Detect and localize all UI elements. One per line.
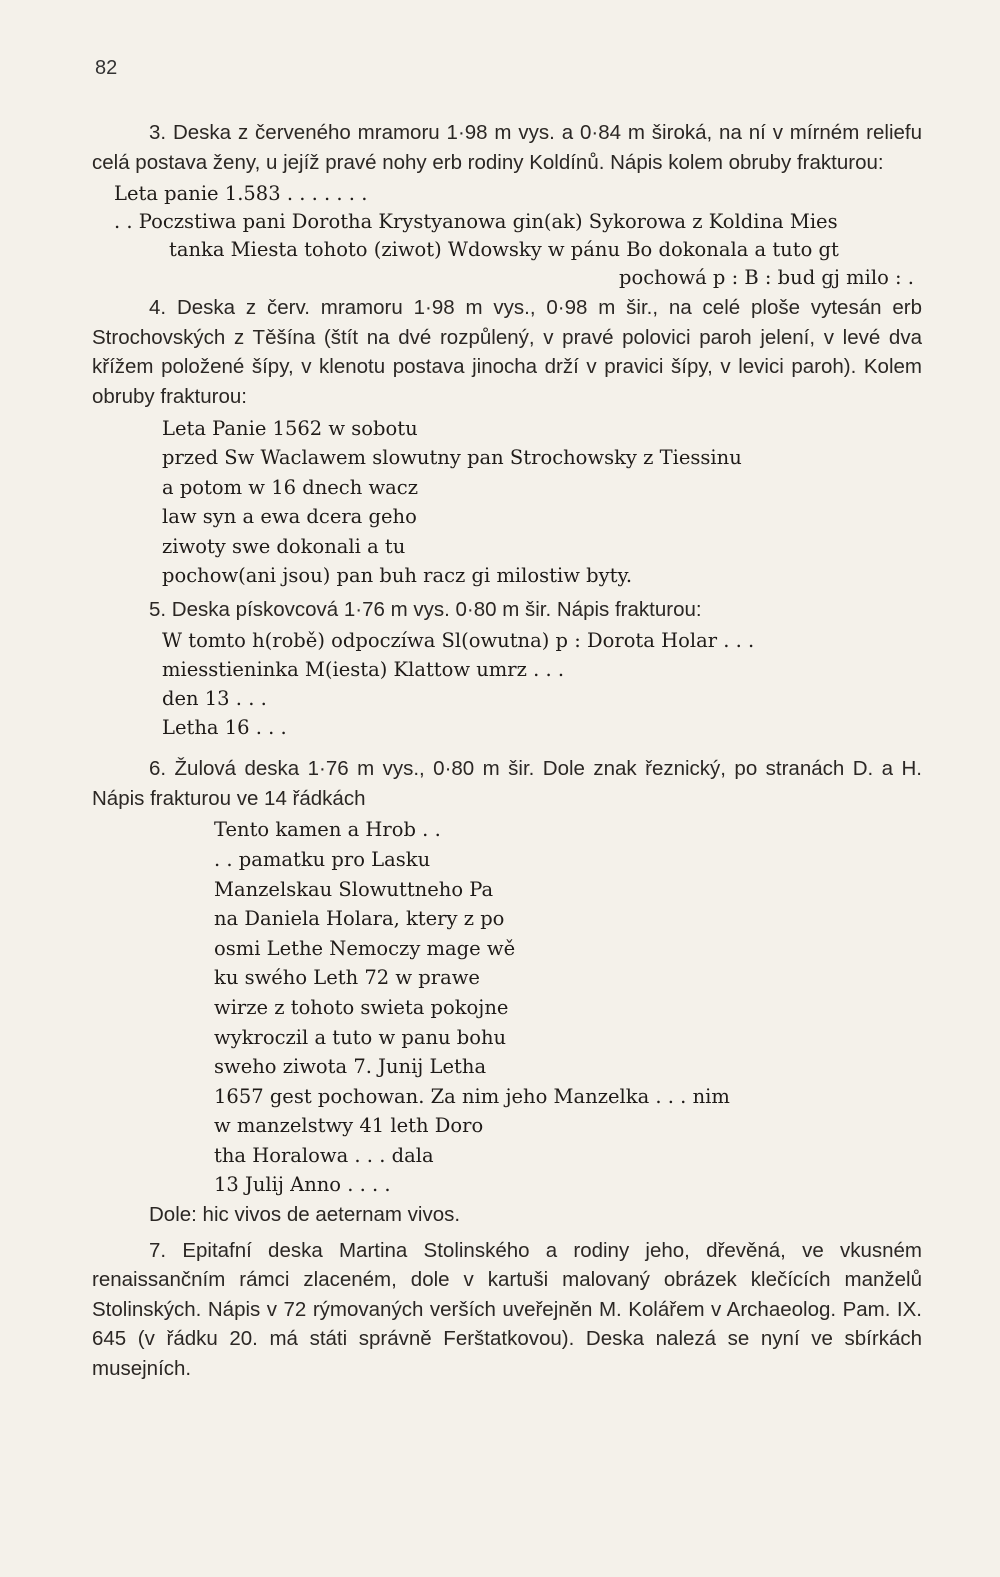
section-5-description: 5. Deska pískovcová 1·76 m vys. 0·80 m šir. Nápis frakturou: bbox=[149, 597, 702, 621]
page-number: 82 bbox=[95, 57, 118, 79]
section-6-inscription-line: Tento kamen a Hrob . . bbox=[214, 818, 441, 842]
section-3-inscription-line: tanka Miesta tohoto (ziwot) Wdowsky w pánu Bo dokonala a tuto gt bbox=[169, 238, 839, 262]
section-6-inscription-line: na Daniela Holara, ktery z po bbox=[214, 907, 505, 931]
section-4-inscription-line: Leta Panie 1562 w sobotu bbox=[162, 416, 418, 440]
section-6-inscription-line: osmi Lethe Nemoczy mage wě bbox=[214, 936, 516, 960]
section-6-inscription-line: ku swého Leth 72 w prawe bbox=[214, 966, 480, 990]
section-5-inscription-line: den 13 . . . bbox=[162, 687, 267, 711]
section-3-inscription-line: pochowá p : B : bud gj milo : . bbox=[618, 266, 914, 290]
section-5-inscription-line: Letha 16 . . . bbox=[162, 716, 287, 740]
section-4-description: 4. Deska z červ. mramoru 1·98 m vys., 0·98 m šir., na celé ploše vytesán erb Strochovských z Těšína (štít na dvé rozpůlený, v pravé polovici paroh jelení, v levé dva křížem položené šípy, v klenotu postava jinocha drží v pravici šípy, v levici paroh). Kolem obruby frakturou: bbox=[92, 296, 922, 408]
section-5-inscription-line: W tomto h(robě) odpoczíwa Sl(owutna) p : Dorota Holar . . . bbox=[162, 629, 755, 653]
section-3-inscription-line: Leta panie 1.583 . . . . . . . bbox=[114, 182, 368, 206]
section-4-inscription-line: pochow(ani jsou) pan buh racz gi milostiw byty. bbox=[162, 564, 633, 588]
section-7-description: 7. Epitafní deska Martina Stolinského a rodiny jeho, dřevěná, ve vkusném renaissančním rámci zlaceném, dole v kartuši malovaný obrázek klečících manželů Stolinských. Nápis v 72 rýmovaných verších uveřejněn M. Kolářem v Archaeolog. Pam. IX. 645 (v řádku 20. má státi správně Ferštatkovou). Deska nalezá se nyní ve sbírkách musejních. bbox=[92, 1238, 922, 1381]
section-4-inscription-line: przed Sw Waclawem slowutny pan Strochowsky z Tiessinu bbox=[162, 446, 742, 470]
page-text bbox=[92, 118, 922, 1384]
section-6-inscription-line: wirze z tohoto swieta pokojne bbox=[214, 995, 509, 1019]
section-6-inscription-line: 13 Julij Anno . . . . bbox=[214, 1173, 391, 1197]
section-6-inscription-line: sweho ziwota 7. Junij Letha bbox=[214, 1055, 487, 1079]
section-4-inscription-line: law syn a ewa dcera geho bbox=[162, 505, 417, 529]
section-6-description: 6. Žulová deska 1·76 m vys., 0·80 m šir. Dole znak řeznický, po stranách D. a H. Nápis frakturou ve 14 řádkách bbox=[92, 757, 922, 810]
section-6-inscription-line: 1657 gest pochowan. Za nim jeho Manzelka . . . nim bbox=[214, 1084, 730, 1108]
section-6-inscription-line: . . pamatku pro Lasku bbox=[214, 847, 431, 871]
section-6-dole-note: Dole: hic vivos de aeternam vivos. bbox=[149, 1203, 461, 1227]
section-6-inscription-line: wykroczil a tuto w panu bohu bbox=[214, 1025, 507, 1049]
section-5-inscription-line: miesstieninka M(iesta) Klattow umrz . . . bbox=[162, 658, 565, 682]
section-3-inscription-line: . . Poczstiwa pani Dorotha Krystyanowa gin(ak) Sykorowa z Koldina Mies bbox=[114, 210, 838, 234]
section-4-inscription-line: ziwoty swe dokonali a tu bbox=[162, 534, 406, 558]
section-6-inscription-line: w manzelstwy 41 leth Doro bbox=[214, 1114, 484, 1138]
section-3-description: 3. Deska z červeného mramoru 1·98 m vys. a 0·84 m široká, na ní v mírném reliefu celá postava ženy, u jejíž pravé nohy erb rodiny Koldínů. Nápis kolem obruby frakturou: bbox=[92, 121, 922, 174]
section-4-inscription-line: a potom w 16 dnech wacz bbox=[162, 475, 418, 499]
section-6-inscription-line: tha Horalowa . . . dala bbox=[214, 1143, 434, 1167]
section-6-inscription-line: Manzelskau Slowuttneho Pa bbox=[214, 877, 494, 901]
